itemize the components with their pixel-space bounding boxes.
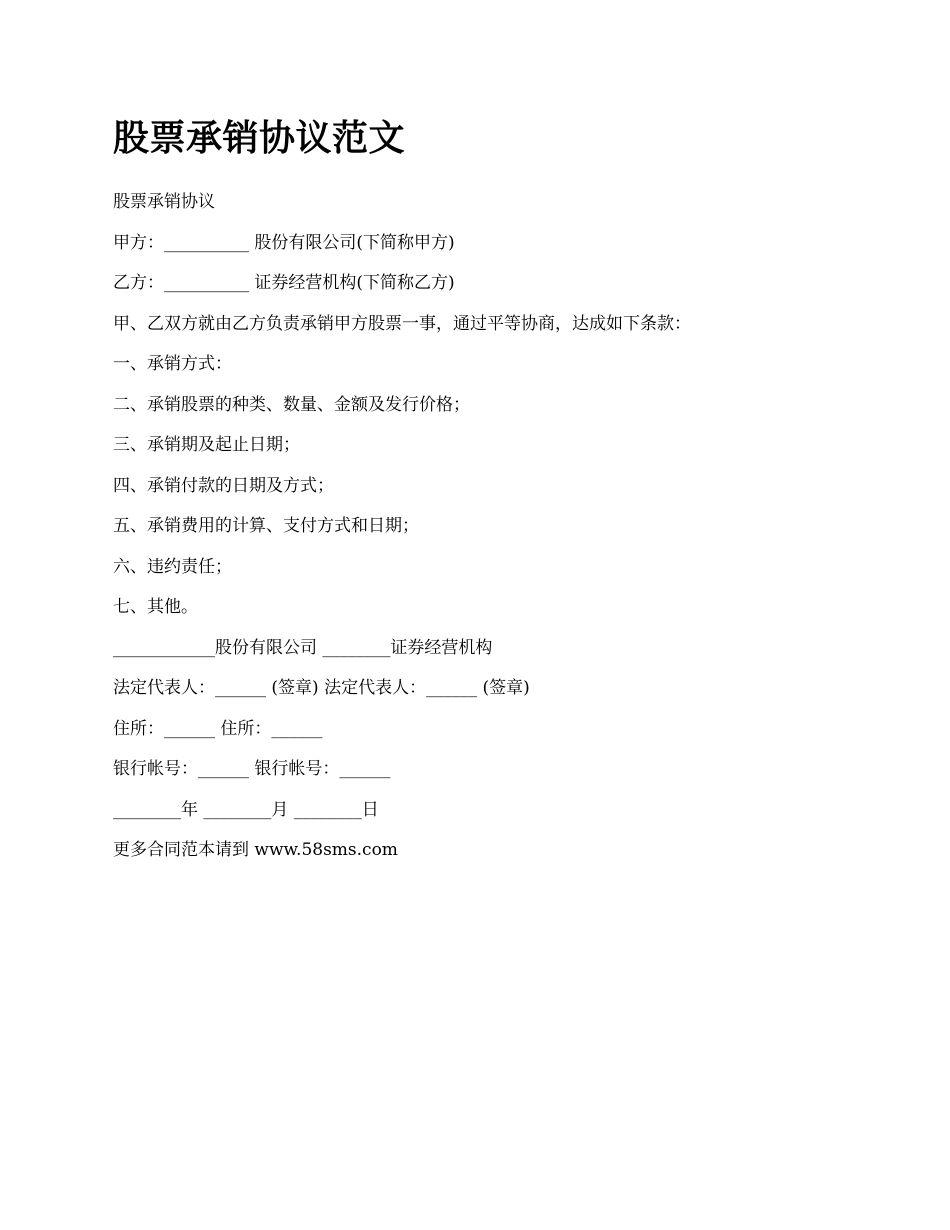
agreement-name: 股票承销协议 <box>113 192 215 212</box>
party-b-line: 乙方：__________ 证券经营机构(下简称乙方) <box>113 273 455 293</box>
clause-1: 一、承销方式： <box>113 354 232 374</box>
bank-account-line: 银行帐号：______ 银行帐号：______ <box>113 759 391 779</box>
clause-2: 二、承销股票的种类、数量、金额及发行价格； <box>113 394 470 415</box>
date-line: ________年 ________月 ________日 <box>113 799 379 820</box>
clause-6: 六、违约责任； <box>113 556 232 577</box>
document-body <box>113 112 853 871</box>
legal-representative-line: 法定代表人：______ (签章) 法定代表人：______ (签章) <box>113 678 530 698</box>
clause-3: 三、承销期及起止日期； <box>113 435 300 455</box>
address-line: 住所：______ 住所：______ <box>113 718 323 739</box>
preamble-line: 甲、乙双方就由乙方负责承销甲方股票一事，通过平等协商，达成如下条款： <box>113 313 691 334</box>
footer-link-line: 更多合同范本请到 www.58sms.com <box>113 840 398 860</box>
party-a-line: 甲方：__________ 股份有限公司(下简称甲方) <box>113 232 455 253</box>
clause-7: 七、其他。 <box>113 597 198 617</box>
clause-4: 四、承销付款的日期及方式； <box>113 475 334 496</box>
signatory-names-line: ____________股份有限公司 ________证券经营机构 <box>113 637 493 658</box>
document-title: 股票承销协议范文 <box>113 117 406 159</box>
clause-5: 五、承销费用的计算、支付方式和日期； <box>113 516 419 536</box>
